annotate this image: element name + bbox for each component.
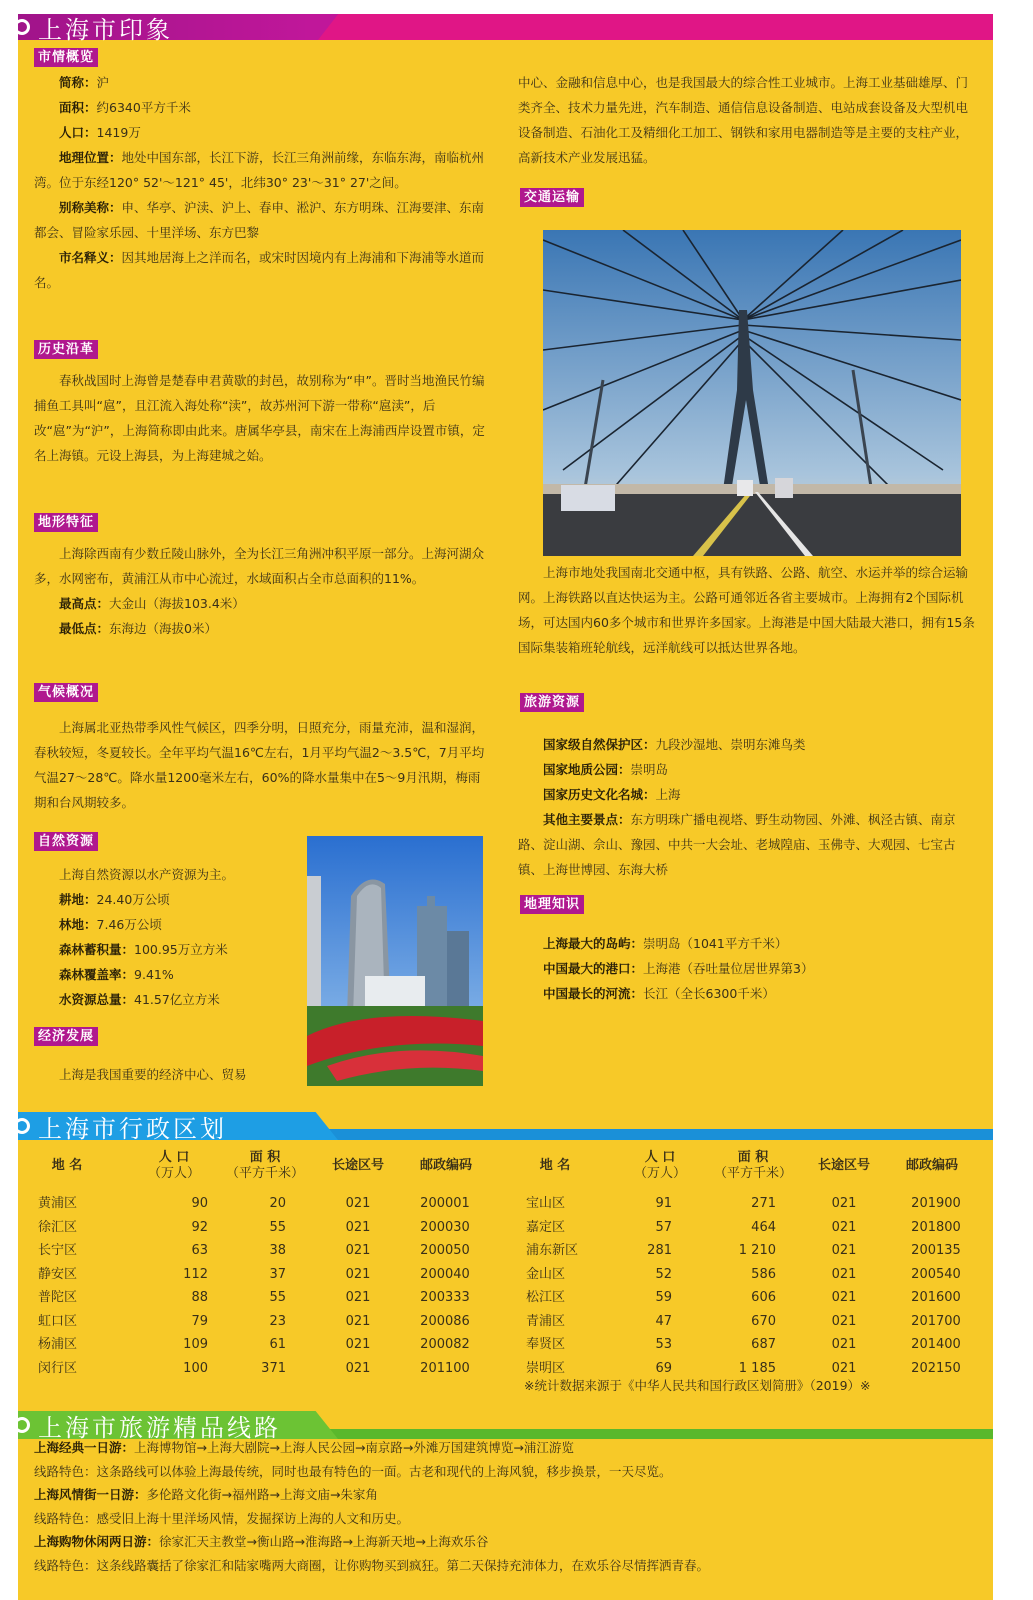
table-cell-postal-code: 200135 [911, 1243, 961, 1258]
table-cell-population: 47 [655, 1313, 672, 1329]
section-tag-history: 历史沿革 [34, 340, 98, 359]
table-cell-area: 271 [751, 1196, 776, 1211]
section-tag-terrain: 地形特征 [34, 513, 98, 532]
route-title: 上海购物休闲两日游： [34, 1534, 160, 1549]
section-tag-geo: 地理知识 [520, 895, 584, 914]
admin-banner [18, 1112, 993, 1143]
banner-title: 上海市行政区划 [38, 1114, 227, 1143]
header-zip: 邮政编码 [419, 1158, 472, 1173]
table-cell-postal-code: 200540 [911, 1266, 961, 1282]
table-cell-area: 55 [269, 1219, 286, 1235]
table-cell-area-code: 021 [831, 1266, 857, 1282]
table-cell-area-code: 021 [345, 1219, 371, 1235]
geo-text: 上海最大的岛屿：崇明岛（1041平方千米） 中国最大的港口：上海港（吞吐量位居世界第3） 中国最长的河流：长江（全长6300千米） [543, 936, 814, 1001]
table-cell-population: 112 [183, 1266, 208, 1282]
section-tag-economy: 经济发展 [34, 1027, 98, 1046]
table-cell-district-name: 杨浦区 [38, 1337, 78, 1352]
route-text: 线路特色：感受旧上海十里洋场风情，发掘探访上海的人文和历史。 [34, 1510, 410, 1526]
route-text: 上海博物馆→上海大剧院→上海人民公园→南京路→外滩万国建筑博览→浦江游览 [134, 1440, 574, 1455]
route-line [34, 1530, 488, 1554]
table-cell-area: 20 [269, 1196, 286, 1211]
map-page [18, 14, 993, 1600]
table-cell-population: 90 [191, 1196, 208, 1211]
table-cell-area-code: 021 [831, 1290, 857, 1305]
table-cell-area-code: 021 [345, 1243, 371, 1258]
section-tag-transport: 交通运输 [520, 188, 584, 207]
history-text: 春秋战国时上海曾是楚春申君黄歇的封邑，故别称为“申”。晋时当地渔民竹编捕鱼工具叫“扈”，且江流入海处称“渎”，故苏州河下游一带称“扈渎”，后改“扈”为“沪”，上海简称即由此来。唐属华亭县，南宋在上海浦西岸设置市镇，定名上海镇。元设上海县，为上海建城之始。 [34, 373, 485, 463]
table-cell-population: 59 [655, 1290, 672, 1305]
table-cell-district-name: 浦东新区 [526, 1243, 579, 1258]
table-cell-district-name: 长宁区 [38, 1243, 78, 1258]
circle-arrow-icon [18, 19, 30, 35]
district-table [18, 1150, 993, 1400]
route-line [34, 1507, 409, 1531]
table-cell-district-name: 崇明区 [526, 1360, 566, 1376]
header-code: 长途区号 [817, 1158, 870, 1173]
section-tag-resources: 自然资源 [34, 832, 98, 851]
table-cell-area-code: 021 [345, 1290, 371, 1305]
route-line [34, 1554, 709, 1578]
table-cell-area-code: 021 [345, 1266, 371, 1282]
table-cell-district-name: 嘉定区 [526, 1219, 566, 1235]
table-cell-area: 55 [269, 1290, 286, 1305]
table-cell-population: 92 [191, 1219, 208, 1235]
table-cell-postal-code: 202150 [911, 1360, 961, 1376]
table-cell-area: 37 [269, 1266, 286, 1282]
route-text: 线路特色：这条线路囊括了徐家汇和陆家嘴两大商圈，让你购物买到疯狂。第二天保持充沛体力，在欢乐谷尽情挥洒青春。 [34, 1557, 710, 1573]
table-cell-district-name: 黄浦区 [38, 1196, 78, 1211]
table-cell-district-name: 普陀区 [38, 1290, 78, 1305]
impression-banner [18, 14, 993, 44]
table-cell-area: 23 [269, 1313, 286, 1329]
table-cell-postal-code: 200333 [420, 1290, 470, 1305]
table-cell-population: 88 [191, 1290, 208, 1305]
banner-title: 上海市旅游精品线路 [38, 1413, 281, 1442]
section-tag-climate: 气候概况 [34, 683, 98, 702]
table-cell-area: 464 [751, 1219, 776, 1235]
table-cell-postal-code: 201600 [911, 1290, 961, 1305]
route-title: 上海风情街一日游： [34, 1487, 147, 1502]
table-cell-postal-code: 200040 [420, 1266, 470, 1282]
table-cell-area-code: 021 [345, 1313, 371, 1329]
economy-text-a: 上海是我国重要的经济中心、贸易 [59, 1067, 247, 1082]
table-cell-area: 606 [751, 1290, 776, 1305]
table-cell-population: 57 [655, 1219, 672, 1235]
table-cell-area-code: 021 [345, 1337, 371, 1352]
table-cell-population: 281 [647, 1243, 672, 1258]
header-code: 长途区号 [331, 1158, 384, 1173]
table-cell-area: 586 [751, 1266, 776, 1282]
table-cell-district-name: 金山区 [526, 1266, 566, 1282]
table-cell-area: 38 [269, 1243, 286, 1258]
table-cell-postal-code: 200082 [420, 1337, 470, 1352]
table-cell-area: 1 185 [738, 1360, 776, 1376]
header-zip: 邮政编码 [905, 1158, 958, 1173]
table-cell-area-code: 021 [831, 1219, 857, 1235]
table-cell-area-code: 021 [831, 1196, 857, 1211]
header-pop: 人 口 （万人） [633, 1150, 686, 1181]
table-cell-area: 687 [751, 1337, 776, 1352]
table-cell-population: 79 [191, 1313, 208, 1329]
table-cell-area-code: 021 [831, 1360, 857, 1376]
table-cell-population: 100 [183, 1360, 208, 1376]
table-cell-population: 53 [655, 1337, 672, 1352]
header-name: 地 名 [539, 1158, 571, 1173]
tourism-text: 国家级自然保护区：九段沙湿地、崇明东滩鸟类 国家地质公园：崇明岛 国家历史文化名城：上海 其他主要景点：东方明珠广播电视塔、野生动物园、外滩、枫泾古镇、南京路、淀山湖、佘山、豫园、中共一大会址、老城隍庙、玉佛寺、大观园、七宝古镇、上海世博园、东海大桥 [518, 737, 956, 877]
table-cell-district-name: 闵行区 [38, 1360, 78, 1376]
transport-text: 上海市地处我国南北交通中枢，具有铁路、公路、航空、水运并举的综合运输网。上海铁路以直达快运为主。公路可通邻近各省主要城市。上海拥有2个国际机场，可达国内60多个城市和世界许多国家。上海港是中国大陆最大港口，拥有15条国际集装箱班轮航线，远洋航线可以抵达世界各地。 [518, 565, 975, 655]
table-cell-area-code: 021 [345, 1196, 371, 1211]
route-text: 线路特色：这条路线可以体验上海最传统，同时也最有特色的一面。古老和现代的上海风貌，移步换景，一天尽览。 [34, 1463, 672, 1479]
table-cell-area-code: 021 [831, 1243, 857, 1258]
table-cell-postal-code: 201400 [911, 1337, 961, 1352]
table-cell-postal-code: 200086 [420, 1313, 470, 1329]
table-cell-district-name: 奉贤区 [526, 1337, 566, 1352]
climate-text: 上海属北亚热带季风性气候区，四季分明，日照充分，雨量充沛，温和湿润，春秋较短，冬夏较长。全年平均气温16℃左右，1月平均气温2～3.5℃，7月平均气温27～28℃。降水量1200毫米左右，60%的降水量集中在5～9月汛期，梅雨期和台风期较多。 [34, 720, 485, 810]
terrain-text: 上海除西南有少数丘陵山脉外，全为长江三角洲冲积平原一部分。上海河湖众多，水网密布，黄浦江从市中心流过，水域面积占全市总面积的11%。 最高点：大金山（海拔103.4米） 最低点：东海边（海拔0米） [34, 546, 485, 636]
overview-text: 简称：沪 面积：约6340平方千米 人口：1419万 地理位置：地处中国东部，长江下游，长江三角洲前缘，东临东海，南临杭州湾。位于东经120° 52'～121° 45'，北纬30° 23'～31° 27'之间。 别称美称：申、华亭、沪渎、沪上、春申、淞沪、东方明珠、江海要津、东南都会、冒险家乐园、十里洋场、东方巴黎 市名释义：因其地居海上之洋而名，或宋时因境内有上海浦和下海浦等水道而名。 [34, 75, 485, 290]
bridge-photo [543, 230, 961, 556]
table-cell-population: 91 [655, 1196, 672, 1211]
table-cell-postal-code: 201800 [911, 1219, 961, 1235]
table-source-note: ※统计数据来源于《中华人民共和国行政区划简册》（2019）※ [524, 1378, 871, 1393]
table-cell-district-name: 静安区 [38, 1266, 78, 1282]
table-cell-postal-code: 200050 [420, 1243, 470, 1258]
table-cell-area: 670 [751, 1313, 776, 1329]
table-cell-postal-code: 201700 [911, 1313, 961, 1329]
table-cell-population: 69 [655, 1360, 672, 1376]
table-cell-postal-code: 200001 [420, 1196, 470, 1211]
table-cell-postal-code: 200030 [420, 1219, 470, 1235]
table-cell-area-code: 021 [831, 1337, 857, 1352]
table-cell-district-name: 青浦区 [526, 1313, 566, 1329]
header-name: 地 名 [51, 1158, 83, 1173]
table-cell-area-code: 021 [831, 1313, 857, 1329]
route-line [34, 1460, 672, 1484]
economy-text-b: 中心、金融和信息中心，也是我国最大的综合性工业城市。上海工业基础雄厚、门类齐全、技术力量先进，汽车制造、通信信息设备制造、电站成套设备及大型机电设备制造、石油化工及精细化工加工、钢铁和家用电器制造等是主要的支柱产业，高新技术产业发展迅猛。 [518, 75, 969, 165]
route-title: 上海经典一日游： [34, 1440, 135, 1455]
section-tag-overview: 市情概览 [34, 48, 98, 67]
header-pop: 人 口 （万人） [147, 1150, 200, 1181]
table-cell-area: 1 210 [738, 1243, 776, 1258]
table-cell-population: 109 [183, 1337, 208, 1352]
resources-text: 上海自然资源以水产资源为主。 耕地：24.40万公顷 林地：7.46万公顷 森林蓄积量：100.95万立方米 森林覆盖率：9.41% 水资源总量：41.57亿立方米 [59, 867, 235, 1007]
route-text: 徐家汇天主教堂→衡山路→淮海路→上海新天地→上海欢乐谷 [159, 1534, 489, 1549]
header-area: 面 积 （平方千米） [713, 1150, 792, 1181]
skyline-photo [307, 836, 483, 1086]
table-cell-population: 52 [655, 1266, 672, 1282]
table-cell-postal-code: 201900 [911, 1196, 961, 1211]
table-cell-area: 371 [261, 1360, 286, 1376]
header-area: 面 积 （平方千米） [225, 1150, 304, 1181]
table-cell-district-name: 松江区 [526, 1290, 566, 1305]
banner-title: 上海市印象 [38, 15, 173, 44]
table-cell-area: 61 [269, 1337, 286, 1352]
route-text: 多伦路文化街→福州路→上海文庙→朱家角 [146, 1487, 378, 1502]
table-cell-district-name: 宝山区 [526, 1196, 566, 1211]
tour-banner [18, 1411, 993, 1442]
table-cell-district-name: 虹口区 [38, 1313, 78, 1329]
table-cell-area-code: 021 [345, 1360, 371, 1376]
route-line [34, 1483, 378, 1507]
table-cell-population: 63 [191, 1243, 208, 1258]
table-cell-postal-code: 201100 [420, 1360, 470, 1376]
section-tag-tourism: 旅游资源 [520, 693, 584, 712]
table-cell-district-name: 徐汇区 [38, 1219, 78, 1235]
